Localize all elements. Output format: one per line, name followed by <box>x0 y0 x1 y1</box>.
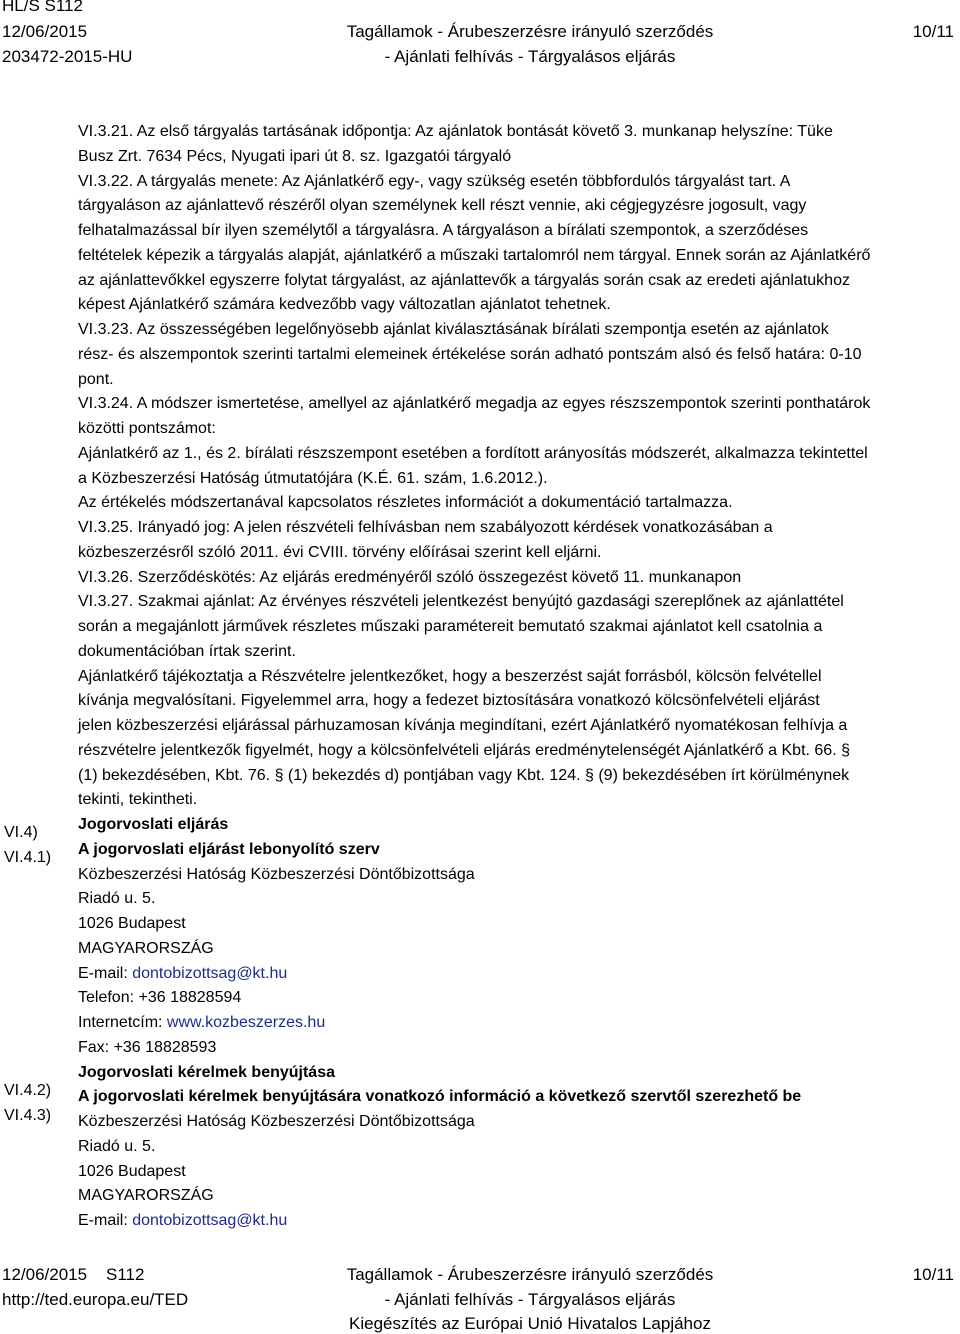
marker-vi41: VI.4.1) <box>4 849 52 866</box>
info-body-country: MAGYARORSZÁG <box>78 1187 214 1205</box>
body-line: az ajánlattevőkkel egyszerre folytat tárgyalást, az ajánlattevők a tárgyalás során csak az eredeti ajánlatukhoz <box>78 271 850 289</box>
body-line: jelen közbeszerzési eljárással párhuzamosan kívánja megindítani, ezért Ajánlatkérő nyomatékosan felhívja a <box>78 717 848 734</box>
review-body-city: 1026 Budapest <box>78 915 186 932</box>
header-ref: 203472-2015-HU <box>2 47 133 66</box>
header-title-line2: - Ajánlati felhívás - Tárgyalásos eljárás <box>384 47 676 66</box>
submit-heading: Jogorvoslati kérelmek benyújtása <box>78 1063 335 1081</box>
review-body-street: Riadó u. 5. <box>78 890 156 908</box>
body-line: felhatalmazással bír ilyen személytől a tárgyalásra. A tárgyaláson a bírálati szempontok, a szerződéses <box>78 222 809 239</box>
internet-label: Internetcím: <box>78 1014 167 1031</box>
footer-url[interactable]: http://ted.europa.eu/TED <box>2 1290 189 1309</box>
header-date: 12/06/2015 <box>2 22 88 41</box>
document-body <box>78 120 958 1234</box>
info-body-street: Riadó u. 5. <box>78 1137 156 1155</box>
header-page: 10/11 <box>912 22 954 41</box>
body-line: Ajánlatkérő tájékoztatja a Részvételre jelentkezőket, hogy a beszerzést saját forrásból, kölcsön felvétellel <box>78 667 822 685</box>
body-line: során a megajánlott járművek részletes műszaki paramétereit bemutató szakmai ajánlatot kell csatolnia a <box>78 618 823 635</box>
body-line: képest Ajánlatkérő számára kedvezőbb vagy változatlan ajánlatot tehetnek. <box>78 296 611 314</box>
review-heading: Jogorvoslati eljárás <box>78 816 229 833</box>
body-line: Az értékelés módszertanával kapcsolatos részletes információt a dokumentáció tartalmazza. <box>78 494 733 512</box>
body-line: pont. <box>78 370 114 388</box>
body-line: Ajánlatkérő az 1., és 2. bírálati részszempont esetében a fordított arányosítás módszerét, alkalmazza tekintettel <box>78 444 868 462</box>
body-line: közötti pontszámot: <box>78 420 216 437</box>
phone-line: Telefon: +36 18828594 <box>78 989 242 1007</box>
body-line: VI.3.21. Az első tárgyalás tartásának időpontja: Az ajánlatok bontását követő 3. munkanap helyszíne: Tüke <box>78 123 833 140</box>
email-link[interactable]: dontobizottsag@kt.hu <box>132 964 288 982</box>
body-line: rész- és alszempontok szerinti tartalmi elemeinek értékelése során adható pontszám alsó és felső határa: 0-10 <box>78 345 862 363</box>
footer-page: 10/11 <box>912 1265 954 1284</box>
body-line: közbeszerzésről szóló 2011. évi CVIII. törvény előírásai szerint kell eljárni. <box>78 543 602 561</box>
body-line: VI.3.26. Szerződéskötés: Az eljárás eredményéről szóló összegezést követő 11. munkanapon <box>78 568 742 586</box>
email-line <box>78 962 958 987</box>
body-line: VI.3.23. Az összességében legelőnyösebb ajánlat kiválasztásának bírálati szempontja esetén az ajánlatok <box>78 321 829 338</box>
email-label: E-mail: <box>78 964 133 982</box>
footer-date-code: 12/06/2015 S112 <box>2 1265 145 1284</box>
header-title-line1: Tagállamok - Árubeszerzésre irányuló szerződés <box>346 22 714 41</box>
marker-vi42: VI.4.2) <box>4 1082 52 1099</box>
fax-line: Fax: +36 18828593 <box>78 1038 217 1056</box>
review-body-name: Közbeszerzési Hatóság Közbeszerzési Döntőbizottsága <box>78 865 475 883</box>
body-line: VI.3.22. A tárgyalás menete: Az Ajánlatkérő egy-, vagy szükség esetén többfordulós tárgyalást tart. A <box>78 172 791 190</box>
footer-supplement: Kiegészítés az Európai Unió Hivatalos Lapjához <box>349 1314 711 1333</box>
body-line: tárgyaláson az ajánlattevő részéről olyan személynek kell részt vennie, aki cégjegyzésre jogosult, vagy <box>78 197 807 215</box>
doc-id: HL/S S112 <box>2 0 83 15</box>
footer-title-line1: Tagállamok - Árubeszerzésre irányuló szerződés <box>346 1265 714 1284</box>
body-line: VI.3.25. Irányadó jog: A jelen részvételi felhívásban nem szabályozott kérdések vonatkozásában a <box>78 519 773 536</box>
body-line: részvételre jelentkezők figyelmét, hogy a kölcsönfelvételi eljárás eredménytelenségét Ajánlatkérő a Kbt. 66. § <box>78 741 850 759</box>
info-body-name: Közbeszerzési Hatóság Közbeszerzési Döntőbizottsága <box>78 1113 475 1130</box>
marker-vi43: VI.4.3) <box>4 1107 52 1124</box>
internet-link[interactable]: www.kozbeszerzes.hu <box>166 1014 326 1031</box>
review-body-heading: A jogorvoslati eljárást lebonyolító szerv <box>78 840 380 858</box>
body-line: dokumentációban írtak szerint. <box>78 642 296 660</box>
body-line: VI.3.27. Szakmai ajánlat: Az érvényes részvételi jelentkezést benyújtó gazdasági szereplőnek az ajánlattétel <box>78 593 844 611</box>
email-label-2: E-mail: <box>78 1212 133 1229</box>
body-line: (1) bekezdésében, Kbt. 76. § (1) bekezdés d) pontjában vagy Kbt. 124. § (9) bekezdésében írt körülménynek <box>78 766 850 784</box>
body-line: VI.3.24. A módszer ismertetése, amellyel az ajánlatkérő megadja az egyes részszempontok szerinti ponthatárok <box>78 395 871 413</box>
marker-vi4: VI.4) <box>4 824 38 841</box>
body-line: Busz Zrt. 7634 Pécs, Nyugati ipari út 8. sz. Igazgatói tárgyaló <box>78 147 512 165</box>
email-line-2 <box>78 1209 958 1234</box>
body-line: feltételek képezik a tárgyalás alapját, ajánlatkérő a műszaki tartalomról nem tárgyal. Ennek során az Ajánlatkérő <box>78 246 871 264</box>
internet-line <box>78 1011 958 1036</box>
body-line: tekinti, tekintheti. <box>78 791 198 809</box>
footer-title-line2: - Ajánlati felhívás - Tárgyalásos eljárás <box>384 1290 676 1309</box>
email-link-2[interactable]: dontobizottsag@kt.hu <box>132 1212 288 1229</box>
info-body-heading: A jogorvoslati kérelmek benyújtására vonatkozó információ a következő szervtől szerezhető be <box>78 1088 802 1106</box>
body-line: kívánja megvalósítani. Figyelemmel arra, hogy a fedezet biztosítására vonatkozó kölcsönfelvételi eljárást <box>78 692 820 710</box>
body-line: a Közbeszerzési Hatóság útmutatójára (K.É. 61. szám, 1.6.2012.). <box>78 469 548 487</box>
info-body-city: 1026 Budapest <box>78 1162 186 1180</box>
review-body-country: MAGYARORSZÁG <box>78 939 214 957</box>
